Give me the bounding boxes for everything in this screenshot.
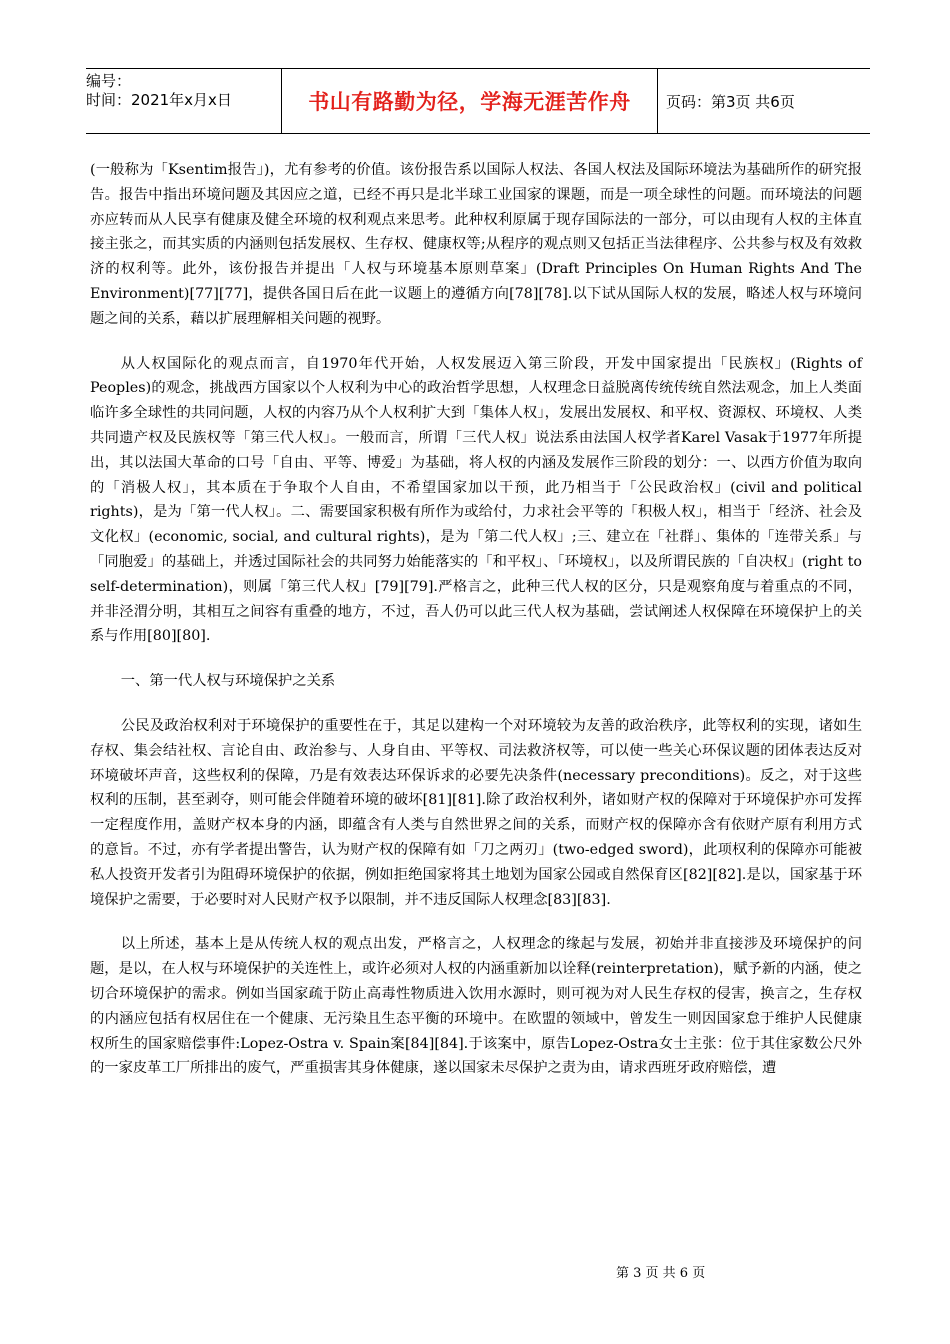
paragraph-2: 从人权国际化的观点而言，自1970年代开始，人权发展迈入第三阶段，开发中国家提出「民族权」(Rights of Peoples)的观念，挑战西方国家以个人权利为中心的政治哲学思想，人权理念日益脱离传统传统自然法观念，加上人类面临许多全球性的共同问题，人权的内容乃从个人权利扩大到「集体人权」，发展出发展权、和平权、资源权、环境权、人类共同遗产权及民族权等「第三代人权」。一般而言，所谓「三代人权」说法系由法国人权学者Karel Vasak于1977年所提出，其以法国大革命的口号「自由、平等、博爱」为基础，将人权的内涵及发展作三阶段的划分：一、以西方价值为取向的「消极人权」，其本质在于争取个人自由，不希望国家加以干预，此乃相当于「公民政治权」(civil and political rights)，是为「第一代人权」。二、需要国家积极有所作为或给付，力求社会平等的「积极人权」，相当于「经济、社会及文化权」(economic, social, and cultural rights)，是为「第二代人权」;三、建立在「社群」、集体的「连带关系」与「同胞爱」的基础上，并透过国际社会的共同努力始能落实的「和平权」、「环境权」，以及所谓民族的「自决权」(right to self-determination)，则属「第三代人权」[79][79].严格言之，此种三代人权的区分，只是观察角度与着重点的不同，并非泾渭分明，其相互之间容有重叠的地方，不过，吾人仍可以此三代人权为基础，尝试阐述人权保障在环境保护上的关系与作用[80][80]. [90, 355, 862, 645]
document-date-label: 时间：2021年x月x日 [86, 91, 232, 109]
section-heading: 一、第一代人权与环境保护之关系 [120, 673, 336, 690]
header-page-number: 页码：第3页 共6页 [666, 92, 795, 111]
page-header [86, 68, 870, 134]
paragraph-4: 以上所述，基本上是从传统人权的观点出发，严格言之，人权理念的缘起与发展，初始并非直接涉及环境保护的问题，是以，在人权与环境保护的关连性上，或许必须对人权的内涵重新加以诠释(reinterpretation)，赋予新的内涵，使之切合环境保护的需求。例如当国家疏于防止高毒性物质进入饮用水源时，则可视为对人民生存权的侵害，换言之，生存权的内涵应包括有权居住在一个健康、无污染且生态平衡的环境中。在欧盟的领域中，曾发生一则因国家怠于维护人民健康权所生的国家赔偿事件:Lopez-Ostra v. Spain案[84][84].于该案中，原告Lopez-Ostra女士主张：位于其住家数公尺外的一家皮革工厂所排出的废气，严重损害其身体健康，遂以国家未尽保护之责为由，请求西班牙政府赔偿，遭 [90, 936, 862, 1077]
paragraph-1: (一般称为「Ksentim报告」)，尤有参考的价值。该份报告系以国际人权法、各国人权法及国际环境法为基础所作的研究报告。报告中指出环境问题及其因应之道，已经不再只是北半球工业国家的课题，而是一项全球性的问题。而环境法的问题亦应转而从人民享有健康及健全环境的权利观点来思考。此种权利原属于现存国际法的一部分，可以由现有人权的主体直接主张之，而其实质的内涵则包括发展权、生存权、健康权等;从程序的观点则又包括正当法律程序、公共参与权及有效救济的权利等。此外，该份报告并提出「人权与环境基本原则草案」(Draft Principles On Human Rights And The Environment)[77][77]，提供各国日后在此一议题上的遵循方向[78][78].以下试从国际人权的发展，略述人权与环境问题之间的关系，藉以扩展理解相关问题的视野。 [90, 162, 862, 327]
header-motto: 书山有路勤为径，学海无涯苦作舟 [282, 69, 658, 133]
footer-page-number: 第 3 页 共 6 页 [616, 1266, 706, 1281]
document-number-label: 编号： [86, 72, 132, 90]
paragraph-3: 公民及政治权利对于环境保护的重要性在于，其足以建构一个对环境较为友善的政治秩序，此等权利的实现，诸如生存权、集会结社权、言论自由、政治参与、人身自由、平等权、司法救济权等，可以使一些关心环保议题的团体表达反对环境破坏声音，这些权利的保障，乃是有效表达环保诉求的必要先决条件(necessary preconditions)。反之，对于这些权利的压制，甚至剥夺，则可能会伴随着环境的破坏[81][81].除了政治权利外，诸如财产权的保障对于环境保护亦可发挥一定程度作用，盖财产权本身的内涵，即蕴含有人类与自然世界之间的关系，而财产权的保障亦含有依财产原有利用方式的意旨。不过，亦有学者提出警告，认为财产权的保障有如「刀之两刃」(two-edged sword)，此项权利的保障亦可能被私人投资开发者引为阻碍环境保护的依据，例如拒绝国家将其土地划为国家公园或自然保育区[82][82].是以，国家基于环境保护之需要，于必要时对人民财产权予以限制，并不违反国际人权理念[83][83]. [90, 717, 862, 908]
header-meta [86, 69, 282, 133]
document-body [90, 158, 862, 1081]
